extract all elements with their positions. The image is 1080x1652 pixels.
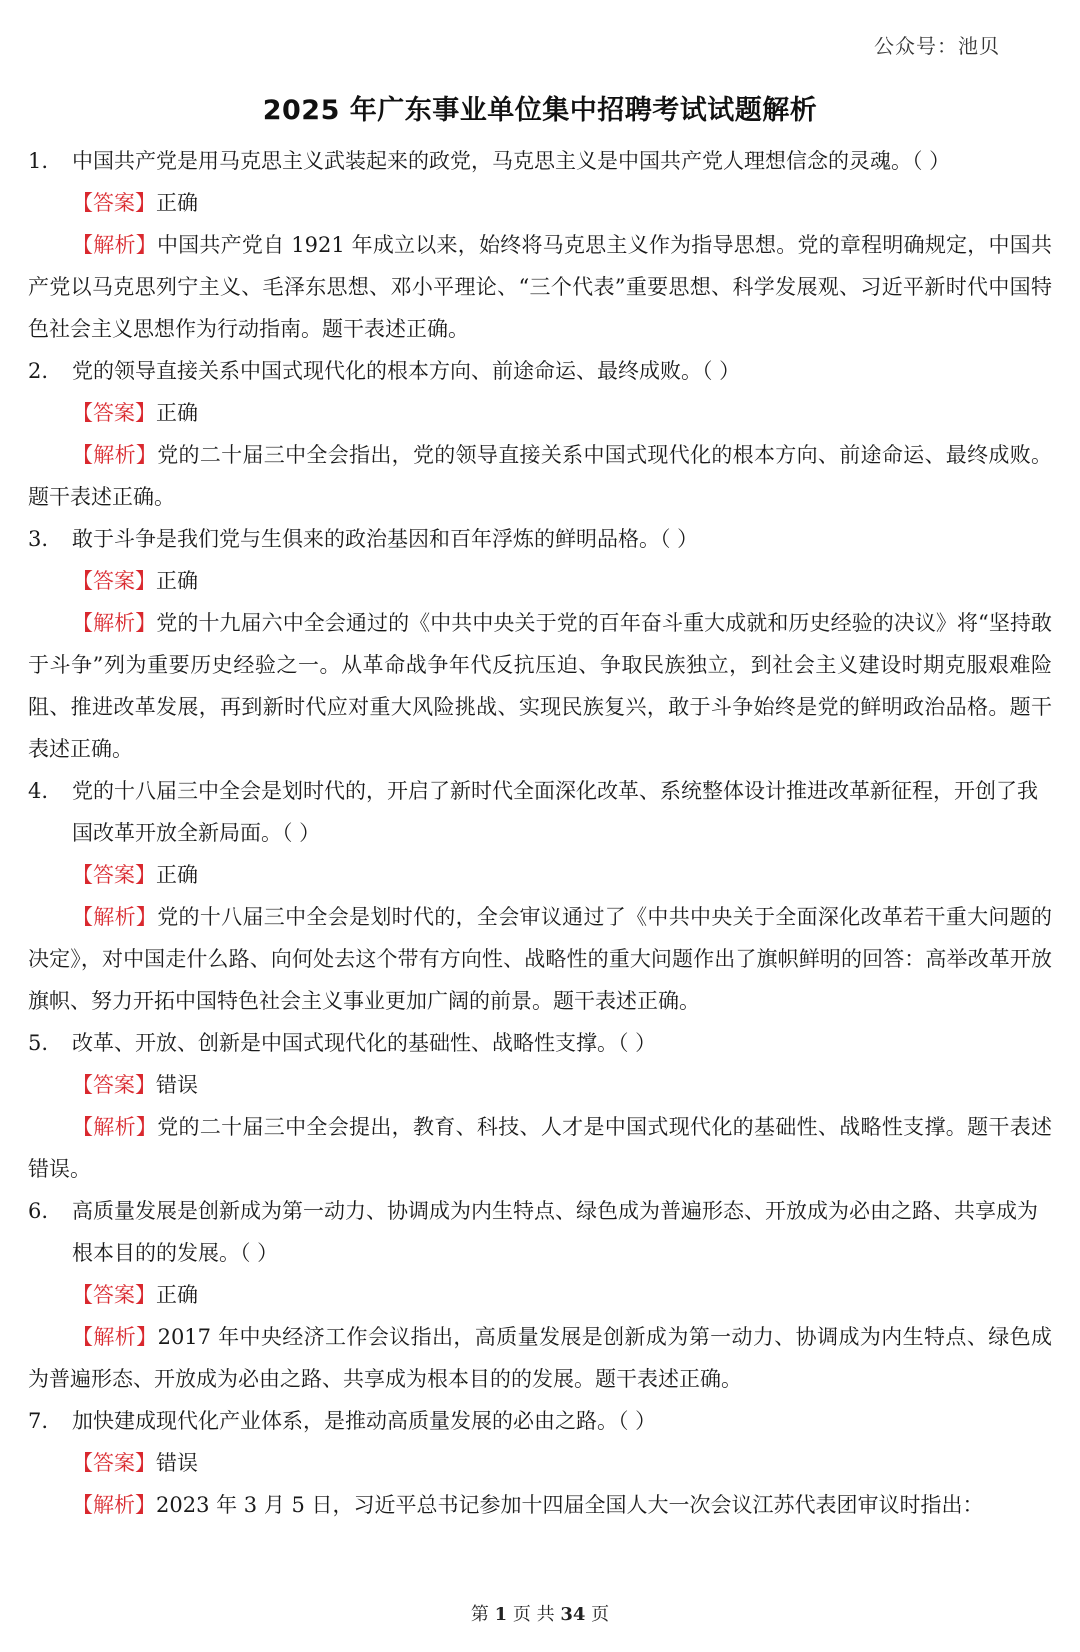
analysis-tag: 【解析】: [72, 1115, 158, 1139]
analysis-tag: 【解析】: [72, 1493, 156, 1517]
analysis-tag: 【解析】: [72, 905, 158, 929]
analysis-paragraph: [28, 1484, 1052, 1526]
answer-value: 正确: [156, 1283, 198, 1307]
question-number: 1.: [28, 149, 49, 173]
analysis-text: 党的二十届三中全会指出，党的领导直接关系中国式现代化的根本方向、前途命运、最终成败。题干表述正确。: [28, 443, 1053, 509]
answer-value: 正确: [156, 569, 198, 593]
analysis-tag: 【解析】: [72, 443, 158, 467]
analysis-paragraph: [28, 602, 1052, 770]
answer-line: [28, 1442, 1052, 1484]
analysis-tag: 【解析】: [72, 233, 157, 257]
analysis-tag: 【解析】: [72, 611, 157, 635]
answer-line: [28, 1064, 1052, 1106]
question-text: 加快建成现代化产业体系，是推动高质量发展的必由之路。（ ）: [72, 1409, 657, 1433]
answer-tag: 【答案】: [72, 863, 156, 887]
page-footer: [0, 1600, 1080, 1626]
question-number: 3.: [28, 527, 49, 551]
account-label: 公众号：池贝: [874, 34, 1000, 58]
question-2: [28, 350, 1052, 392]
footer-suffix: 页: [591, 1604, 610, 1625]
question-list: [28, 140, 1052, 1526]
answer-line: [28, 1274, 1052, 1316]
analysis-text: 党的二十届三中全会提出，教育、科技、人才是中国式现代化的基础性、战略性支撑。题干表述错误。: [28, 1115, 1053, 1181]
question-number: 5.: [28, 1031, 49, 1055]
question-1: [28, 140, 1052, 182]
analysis-paragraph: [28, 896, 1052, 1022]
question-7: [28, 1400, 1052, 1442]
question-number: 7.: [28, 1409, 49, 1433]
question-text: 中国共产党是用马克思主义武装起来的政党，马克思主义是中国共产党人理想信念的灵魂。（ ）: [72, 149, 951, 173]
answer-value: 正确: [156, 191, 198, 215]
question-number: 6.: [28, 1199, 49, 1223]
answer-line: [28, 560, 1052, 602]
question-5: [28, 1022, 1052, 1064]
answer-tag: 【答案】: [72, 1073, 156, 1097]
footer-prefix: 第: [470, 1604, 489, 1625]
question-text: 党的领导直接关系中国式现代化的根本方向、前途命运、最终成败。（ ）: [72, 359, 741, 383]
question-4: [28, 770, 1052, 854]
analysis-paragraph: [28, 1316, 1052, 1400]
answer-tag: 【答案】: [72, 1451, 156, 1475]
analysis-paragraph: [28, 224, 1052, 350]
analysis-paragraph: [28, 1106, 1052, 1190]
answer-line: [28, 182, 1052, 224]
analysis-paragraph: [28, 434, 1052, 518]
answer-tag: 【答案】: [72, 191, 156, 215]
question-number: 2.: [28, 359, 49, 383]
footer-total-pages: 34: [560, 1604, 586, 1625]
answer-tag: 【答案】: [72, 401, 156, 425]
footer-middle: 页 共: [512, 1604, 555, 1625]
question-text: 改革、开放、创新是中国式现代化的基础性、战略性支撑。（ ）: [72, 1031, 657, 1055]
analysis-text: 2023 年 3 月 5 日，习近平总书记参加十四届全国人大一次会议江苏代表团审议时指出：: [156, 1493, 984, 1517]
question-text: 党的十八届三中全会是划时代的，开启了新时代全面深化改革、系统整体设计推进改革新征程，开创了我国改革开放全新局面。（ ）: [72, 779, 1038, 845]
question-3: [28, 518, 1052, 560]
question-text: 高质量发展是创新成为第一动力、协调成为内生特点、绿色成为普遍形态、开放成为必由之路、共享成为根本目的的发展。（ ）: [72, 1199, 1038, 1265]
answer-value: 正确: [156, 863, 198, 887]
answer-value: 错误: [156, 1073, 198, 1097]
answer-line: [28, 392, 1052, 434]
analysis-text: 中国共产党自 1921 年成立以来，始终将马克思主义作为指导思想。党的章程明确规定，中国共产党以马克思列宁主义、毛泽东思想、邓小平理论、“三个代表”重要思想、科学发展观、习近平新时代中国特色社会主义思想作为行动指南。题干表述正确。: [28, 233, 1053, 341]
question-text: 敢于斗争是我们党与生俱来的政治基因和百年浮炼的鲜明品格。（ ）: [72, 527, 699, 551]
analysis-text: 党的十九届六中全会通过的《中共中央关于党的百年奋斗重大成就和历史经验的决议》将“坚持敢于斗争”列为重要历史经验之一。从革命战争年代反抗压迫、争取民族独立，到社会主义建设时期克服艰难险阻、推进改革发展，再到新时代应对重大风险挑战、实现民族复兴，敢于斗争始终是党的鲜明政治品格。题干表述正确。: [28, 611, 1053, 761]
answer-value: 正确: [156, 401, 198, 425]
analysis-text: 2017 年中央经济工作会议指出，高质量发展是创新成为第一动力、协调成为内生特点、绿色成为普遍形态、开放成为必由之路、共享成为根本目的的发展。题干表述正确。: [28, 1325, 1052, 1391]
analysis-tag: 【解析】: [72, 1325, 158, 1349]
answer-line: [28, 854, 1052, 896]
analysis-text: 党的十八届三中全会是划时代的，全会审议通过了《中共中央关于全面深化改革若干重大问题的决定》，对中国走什么路、向何处去这个带有方向性、战略性的重大问题作出了旗帜鲜明的回答：高举改革开放旗帜、努力开拓中国特色社会主义事业更加广阔的前景。题干表述正确。: [28, 905, 1053, 1013]
answer-value: 错误: [156, 1451, 198, 1475]
answer-tag: 【答案】: [72, 1283, 156, 1307]
question-6: [28, 1190, 1052, 1274]
footer-page-number: 1: [494, 1604, 508, 1625]
question-number: 4.: [28, 779, 49, 803]
answer-tag: 【答案】: [72, 569, 156, 593]
page-title: 2025 年广东事业单位集中招聘考试试题解析: [262, 95, 818, 126]
